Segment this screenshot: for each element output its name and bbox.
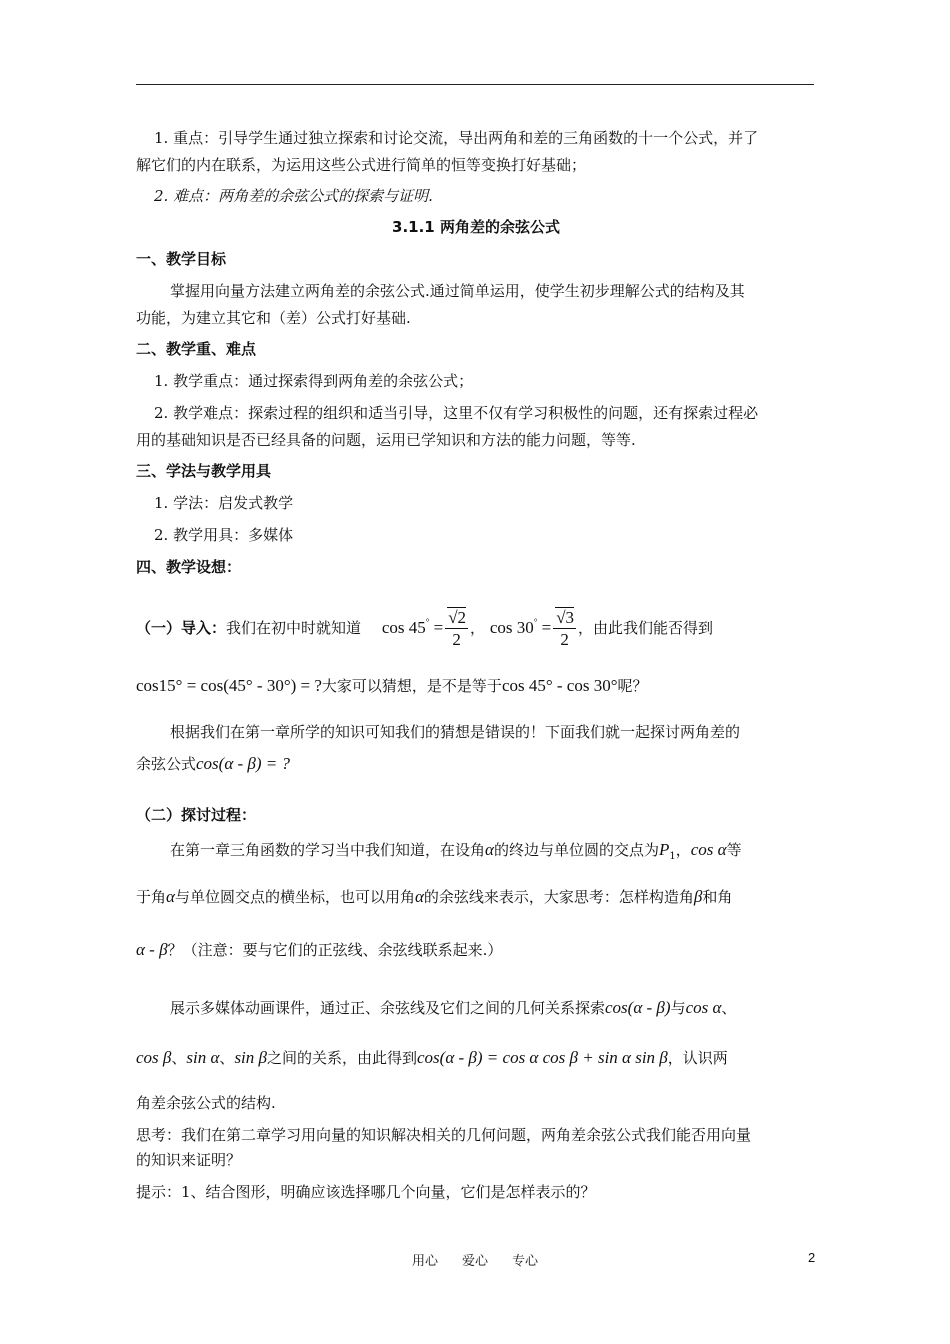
heading-objectives: 一、教学目标 [136,250,227,268]
cos-diff-question: cos(α - β) = ? [196,754,291,773]
key-point-line: 1. 重点：引导学生通过独立探索和讨论交流，导出两角和差的三角函数的十一个公式，并了 [154,129,759,147]
teaching-key-point: 1. 教学重点：通过探索得到两角差的余弦公式； [154,372,474,390]
intro-line [136,600,816,651]
explore-line-6: 角差余弦公式的结构. [136,1094,276,1112]
think-line: 思考：我们在第二章学习用向量的知识解决相关的几何问题，两角差余弦公式我们能否用向量 [136,1126,752,1144]
cos-diff-question-line: 余弦公式cos(α - β) = ? [136,754,291,773]
diff-expression: cos 45° - cos 30° [501,676,618,695]
comma: ， [470,619,486,637]
teaching-tools: 2. 教学用具：多媒体 [154,526,294,544]
teaching-difficult-point-cont: 用的基础知识是否已经具备的问题，运用已学知识和方法的能力问题，等等. [136,431,636,449]
section-title: 3.1.1 两角差的余弦公式 [392,218,560,236]
intro-tail: ，由此我们能否得到 [578,619,714,637]
intro-label: （一）导入： [136,619,227,637]
intro-text: 我们在初中时就知道 [226,619,362,637]
objectives-text-cont: 功能，为建立其它和（差）公式打好基础. [136,309,411,327]
explore-label: （二）探讨过程： [136,806,257,824]
cos30-formula: cos 30° = $\frac{√3}{2}$ [489,607,575,649]
wrong-guess-text: 根据我们在第一章所学的知识可知我们的猜想是错误的！下面我们就一起探讨两角差的 [170,723,741,741]
teaching-difficult-point: 2. 教学难点：探索过程的组织和适当引导，这里不仅有学习积极性的问题，还有探索过程必 [154,404,759,422]
heading-teaching-plan: 四、教学设想： [136,558,242,576]
footer-motto: 用心 爱心 专心 [411,1254,539,1269]
cos-diff-formula: cos(α - β) = cos α cos β + sin α sin β [417,1048,668,1067]
cos15-question: cos15° = cos(45° - 30°) = ? [136,676,322,695]
heading-methods-tools: 三、学法与教学用具 [136,462,272,480]
key-point-line-cont: 解它们的内在联系，为运用这些公式进行简单的恒等变换打好基础； [136,156,587,174]
explore-line-2: 于角α与单位圆交点的横坐标，也可以用角α的余弦线来表示，大家思考：怎样构造角β和角 [136,887,733,906]
objectives-text: 掌握用向量方法建立两角差的余弦公式.通过简单运用，使学生初步理解公式的结构及其 [170,282,745,300]
explore-line-4: 展示多媒体动画课件，通过正、余弦线及它们之间的几何关系探索cos(α - β)与cos α、 [170,998,737,1017]
explore-line-1: 在第一章三角函数的学习当中我们知道，在设角α的终边与单位圆的交点为$P_1$，cos α等 [170,840,742,862]
explore-line-3: α - β？（注意：要与它们的正弦线、余弦线联系起来.） [136,940,503,959]
page-number: 2 [808,1250,816,1265]
heading-key-difficult: 二、教学重、难点 [136,340,257,358]
header-rule [136,84,814,85]
hint-line: 提示：1、结合图形，明确应该选择哪几个向量，它们是怎样表示的？ [136,1183,596,1201]
think-line-cont: 的知识来证明？ [136,1151,242,1169]
difficult-point-line: 2. 难点：两角差的余弦公式的探索与证明. [154,187,433,205]
guess-line [136,676,816,696]
explore-line-5: cos β、sin α、sin β之间的关系，由此得到cos(α - β) = cos α cos β + sin α sin β，认识两 [136,1048,728,1067]
learning-method: 1. 学法：启发式教学 [154,494,294,512]
cos45-formula: cos 45° = $\frac{√2}{2}$ [381,607,467,649]
guess-end: 呢？ [617,677,648,695]
guess-text: 大家可以猜想，是不是等于 [321,677,502,695]
